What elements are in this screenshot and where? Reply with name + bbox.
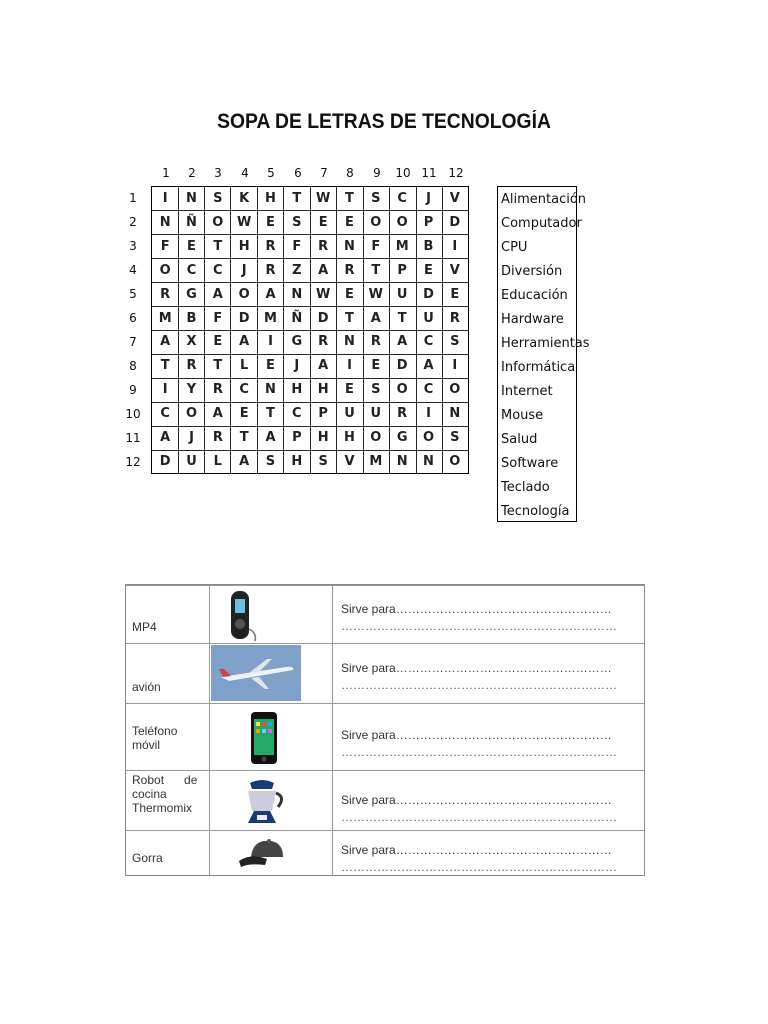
word-list-item: Software bbox=[501, 456, 559, 471]
grid-letter: S bbox=[213, 191, 223, 207]
grid-letter: R bbox=[318, 334, 329, 350]
word-list-item: Internet bbox=[501, 384, 553, 399]
grid-letter: O bbox=[159, 262, 171, 278]
grid-letter: A bbox=[370, 310, 381, 326]
grid-letter: C bbox=[292, 405, 302, 421]
grid-line bbox=[151, 234, 469, 235]
grid-letter: C bbox=[239, 382, 249, 398]
grid-letter: A bbox=[423, 358, 434, 374]
word-list-item: Educación bbox=[501, 288, 568, 303]
grid-letter: L bbox=[240, 358, 249, 374]
grid-letter: S bbox=[318, 453, 328, 469]
grid-letter: I bbox=[426, 405, 431, 421]
airplane-icon bbox=[211, 645, 301, 705]
grid-letter: P bbox=[397, 262, 407, 278]
item-name: Robot de bbox=[132, 773, 198, 787]
grid-letter: W bbox=[368, 286, 383, 302]
grid-letter: R bbox=[397, 405, 408, 421]
grid-letter: O bbox=[185, 405, 198, 421]
word-list-item: Hardware bbox=[501, 312, 564, 327]
grid-letter: T bbox=[213, 239, 223, 255]
grid-letter: R bbox=[370, 334, 381, 350]
table-row bbox=[126, 585, 644, 644]
word-list-item: Alimentación bbox=[501, 192, 587, 207]
word-list-item: Herramientas bbox=[501, 336, 590, 351]
grid-letter: E bbox=[213, 334, 223, 350]
grid-letter: R bbox=[160, 286, 171, 302]
grid-letter: E bbox=[266, 215, 275, 231]
row-number: 2 bbox=[129, 215, 137, 229]
grid-letter: N bbox=[186, 191, 197, 207]
grid-letter: A bbox=[318, 358, 329, 374]
grid-letter: P bbox=[318, 405, 328, 421]
grid-letter: C bbox=[423, 334, 434, 350]
grid-letter: I bbox=[347, 358, 352, 374]
answer-line[interactable]: …………………………………………………………… bbox=[341, 860, 617, 874]
grid-letter: C bbox=[423, 382, 434, 398]
grid-letter: N bbox=[344, 334, 355, 350]
grid-letter: H bbox=[291, 382, 303, 398]
item-name: móvil bbox=[132, 738, 161, 752]
answer-line[interactable]: …………………………………………………………… bbox=[341, 810, 617, 824]
item-name: cocina bbox=[132, 787, 167, 801]
grid-letter: T bbox=[345, 310, 354, 326]
grid-letter: O bbox=[396, 215, 408, 231]
grid-line bbox=[151, 426, 469, 427]
grid-letter: A bbox=[265, 286, 276, 302]
grid-line bbox=[151, 378, 469, 379]
word-list-item: Salud bbox=[501, 432, 538, 447]
column-number: 11 bbox=[421, 166, 437, 180]
column-number: 9 bbox=[373, 166, 381, 180]
item-name: Gorra bbox=[132, 851, 163, 865]
column-number: 4 bbox=[241, 166, 249, 180]
grid-letter: S bbox=[450, 334, 460, 350]
grid-letter: S bbox=[371, 382, 381, 398]
grid-letter: I bbox=[162, 191, 168, 207]
grid-letter: E bbox=[318, 215, 328, 231]
grid-letter: G bbox=[291, 334, 303, 350]
grid-letter: O bbox=[449, 382, 461, 398]
grid-letter: S bbox=[265, 453, 276, 469]
grid-letter: N bbox=[449, 405, 461, 421]
grid-letter: N bbox=[396, 453, 408, 469]
grid-letter: A bbox=[397, 334, 408, 350]
grid-letter: U bbox=[423, 310, 434, 326]
grid-letter: R bbox=[318, 239, 329, 255]
grid-letter: J bbox=[426, 191, 431, 207]
grid-letter: N bbox=[291, 286, 303, 302]
grid-letter: O bbox=[238, 286, 250, 302]
grid-letter: F bbox=[213, 310, 223, 326]
row-number: 12 bbox=[125, 455, 141, 469]
grid-letter: D bbox=[423, 286, 434, 302]
grid-letter: O bbox=[396, 382, 408, 398]
table-row bbox=[126, 770, 644, 831]
grid-letter: O bbox=[449, 453, 461, 469]
grid-line bbox=[151, 330, 469, 331]
grid-letter: T bbox=[371, 262, 381, 278]
mp4-player-icon bbox=[225, 589, 259, 647]
grid-letter: U bbox=[396, 286, 408, 302]
grid-letter: O bbox=[422, 429, 435, 445]
grid-letter: F bbox=[371, 239, 381, 255]
grid-letter: G bbox=[396, 429, 408, 445]
grid-letter: J bbox=[241, 262, 247, 278]
grid-letter: P bbox=[423, 215, 434, 231]
grid-letter: C bbox=[186, 262, 197, 278]
grid-line bbox=[151, 306, 469, 307]
grid-letter: S bbox=[292, 215, 302, 231]
grid-letter: N bbox=[423, 453, 434, 469]
grid-letter: I bbox=[162, 382, 168, 398]
grid-letter: M bbox=[158, 310, 172, 326]
grid-letter: M bbox=[395, 239, 409, 255]
grid-letter: O bbox=[370, 429, 382, 445]
grid-letter: E bbox=[424, 262, 433, 278]
grid-letter: T bbox=[345, 191, 354, 207]
table-row bbox=[126, 830, 644, 877]
column-number: 7 bbox=[320, 166, 328, 180]
column-number: 6 bbox=[294, 166, 302, 180]
item-name: Teléfono bbox=[132, 724, 178, 738]
grid-letter: V bbox=[449, 262, 460, 278]
grid-letter: E bbox=[345, 215, 354, 231]
grid-letter: P bbox=[292, 429, 302, 445]
grid-letter: T bbox=[397, 310, 407, 326]
grid-letter: I bbox=[452, 358, 458, 374]
grid-letter: V bbox=[449, 191, 460, 207]
grid-letter: H bbox=[317, 429, 329, 445]
grid-letter: B bbox=[423, 239, 434, 255]
grid-letter: E bbox=[371, 358, 381, 374]
grid-letter: A bbox=[160, 429, 171, 445]
grid-letter: T bbox=[266, 405, 275, 421]
row-number: 5 bbox=[129, 287, 137, 301]
grid-letter: R bbox=[212, 429, 223, 445]
column-number: 1 bbox=[162, 166, 170, 180]
grid-letter: E bbox=[345, 286, 354, 302]
row-number: 4 bbox=[129, 263, 137, 277]
grid-letter: S bbox=[450, 429, 460, 445]
grid-letter: U bbox=[186, 453, 197, 469]
grid-letter: H bbox=[265, 191, 276, 207]
grid-letter: C bbox=[213, 262, 223, 278]
grid-letter: E bbox=[450, 286, 460, 302]
grid-letter: M bbox=[369, 453, 383, 469]
grid-letter: N bbox=[159, 215, 171, 231]
grid-letter: T bbox=[160, 358, 170, 374]
grid-letter: B bbox=[186, 310, 197, 326]
row-number: 3 bbox=[129, 239, 137, 253]
sirve-para-line[interactable]: Sirve para……………………………………………… bbox=[341, 793, 612, 807]
grid-letter: F bbox=[292, 239, 302, 255]
grid-line bbox=[151, 258, 469, 259]
row-number: 8 bbox=[129, 359, 137, 373]
grid-letter: G bbox=[186, 286, 197, 302]
grid-letter: L bbox=[213, 453, 222, 469]
grid-letter: R bbox=[265, 239, 276, 255]
word-list-item: Diversión bbox=[501, 264, 563, 279]
column-number: 3 bbox=[214, 166, 222, 180]
grid-letter: D bbox=[238, 310, 250, 326]
grid-letter: U bbox=[344, 405, 355, 421]
grid-letter: J bbox=[189, 429, 194, 445]
technology-table bbox=[125, 584, 645, 876]
grid-letter: W bbox=[315, 286, 331, 302]
grid-letter: I bbox=[268, 334, 273, 350]
item-name: MP4 bbox=[132, 620, 157, 634]
word-list-item: Computador bbox=[501, 216, 582, 231]
grid-letter: A bbox=[212, 286, 223, 302]
item-name: Thermomix bbox=[132, 801, 193, 815]
answer-line[interactable]: …………………………………………………………… bbox=[341, 678, 617, 692]
grid-letter: O bbox=[370, 215, 382, 231]
word-list bbox=[497, 186, 590, 522]
grid-letter: A bbox=[318, 262, 329, 278]
grid-letter: H bbox=[291, 453, 303, 469]
grid-letter: U bbox=[370, 405, 382, 421]
grid-letter: T bbox=[239, 429, 249, 445]
smartphone-icon bbox=[250, 711, 278, 769]
grid-letter: R bbox=[344, 262, 355, 278]
grid-letter: D bbox=[317, 310, 329, 326]
column-number: 12 bbox=[448, 166, 464, 180]
grid-letter: D bbox=[449, 215, 461, 231]
row-number: 9 bbox=[129, 383, 137, 397]
grid-letter: R bbox=[265, 262, 276, 278]
column-number: 8 bbox=[346, 166, 354, 180]
food-processor-icon bbox=[242, 777, 288, 829]
grid-letter: T bbox=[292, 191, 302, 207]
row-number: 1 bbox=[129, 191, 137, 205]
grid-letter: I bbox=[452, 239, 458, 255]
answer-line[interactable]: …………………………………………………………… bbox=[341, 745, 617, 759]
grid-line bbox=[151, 282, 469, 283]
sirve-para-line[interactable]: Sirve para……………………………………………… bbox=[341, 661, 612, 675]
answer-line[interactable]: …………………………………………………………… bbox=[341, 619, 617, 633]
table-row bbox=[126, 643, 644, 704]
grid-letter: C bbox=[397, 191, 407, 207]
grid-letter: K bbox=[239, 191, 250, 207]
grid-letter: D bbox=[159, 453, 171, 469]
grid-letter: H bbox=[238, 239, 250, 255]
grid-letter: E bbox=[239, 405, 249, 421]
grid-letter: R bbox=[449, 310, 460, 326]
grid-letter: V bbox=[344, 453, 355, 469]
word-list-item: Informática bbox=[501, 360, 576, 375]
grid-line bbox=[151, 210, 469, 211]
row-number: 11 bbox=[125, 431, 141, 445]
grid-letter: S bbox=[371, 191, 381, 207]
grid-letter: A bbox=[265, 429, 276, 445]
column-number: 5 bbox=[267, 166, 275, 180]
grid-letter: R bbox=[186, 358, 197, 374]
column-number: 10 bbox=[395, 166, 411, 180]
word-list-item: Tecnología bbox=[501, 504, 570, 519]
row-number: 10 bbox=[125, 407, 141, 421]
grid-letter: C bbox=[160, 405, 170, 421]
sirve-para-line[interactable]: Sirve para……………………………………………… bbox=[341, 602, 612, 616]
grid-letter: D bbox=[396, 358, 408, 374]
grid-letter: A bbox=[239, 453, 250, 469]
column-number: 2 bbox=[188, 166, 196, 180]
grid-letter: N bbox=[265, 382, 276, 398]
grid-letter: R bbox=[212, 382, 223, 398]
grid-letter: H bbox=[344, 429, 355, 445]
grid-letter: T bbox=[213, 358, 223, 374]
grid-letter: W bbox=[315, 191, 331, 207]
grid-letter: F bbox=[160, 239, 170, 255]
sirve-para-line[interactable]: Sirve para……………………………………………… bbox=[341, 843, 612, 857]
grid-letter: E bbox=[345, 382, 354, 398]
grid-letter: O bbox=[212, 215, 224, 231]
grid-line bbox=[151, 354, 469, 355]
grid-letter: N bbox=[344, 239, 355, 255]
item-name: avión bbox=[132, 680, 161, 694]
grid-letter: X bbox=[186, 334, 197, 350]
grid-letter: H bbox=[317, 382, 329, 398]
grid-letter: W bbox=[236, 215, 252, 231]
grid-letter: Y bbox=[186, 382, 197, 398]
word-list-item: Teclado bbox=[501, 480, 550, 495]
sirve-para-line[interactable]: Sirve para……………………………………………… bbox=[341, 728, 612, 742]
grid-letter: E bbox=[266, 358, 275, 374]
grid-letter: Ñ bbox=[291, 310, 303, 326]
row-number: 7 bbox=[129, 335, 137, 349]
cap-icon bbox=[237, 837, 289, 875]
grid-letter: A bbox=[212, 405, 223, 421]
page-title: SOPA DE LETRAS DE TECNOLOGÍA bbox=[217, 110, 551, 133]
word-list-item: CPU bbox=[501, 240, 528, 255]
row-number: 6 bbox=[129, 311, 137, 325]
grid-letter: Ñ bbox=[186, 215, 197, 231]
grid-letter: A bbox=[239, 334, 250, 350]
grid-line bbox=[151, 450, 469, 451]
table-row bbox=[126, 703, 644, 771]
grid-line bbox=[151, 402, 469, 403]
word-list-item: Mouse bbox=[501, 408, 544, 423]
grid-letter: Z bbox=[292, 262, 302, 278]
grid-letter: M bbox=[264, 310, 277, 326]
grid-letter: E bbox=[187, 239, 196, 255]
grid-letter: J bbox=[294, 358, 300, 374]
grid-letter: A bbox=[160, 334, 171, 350]
